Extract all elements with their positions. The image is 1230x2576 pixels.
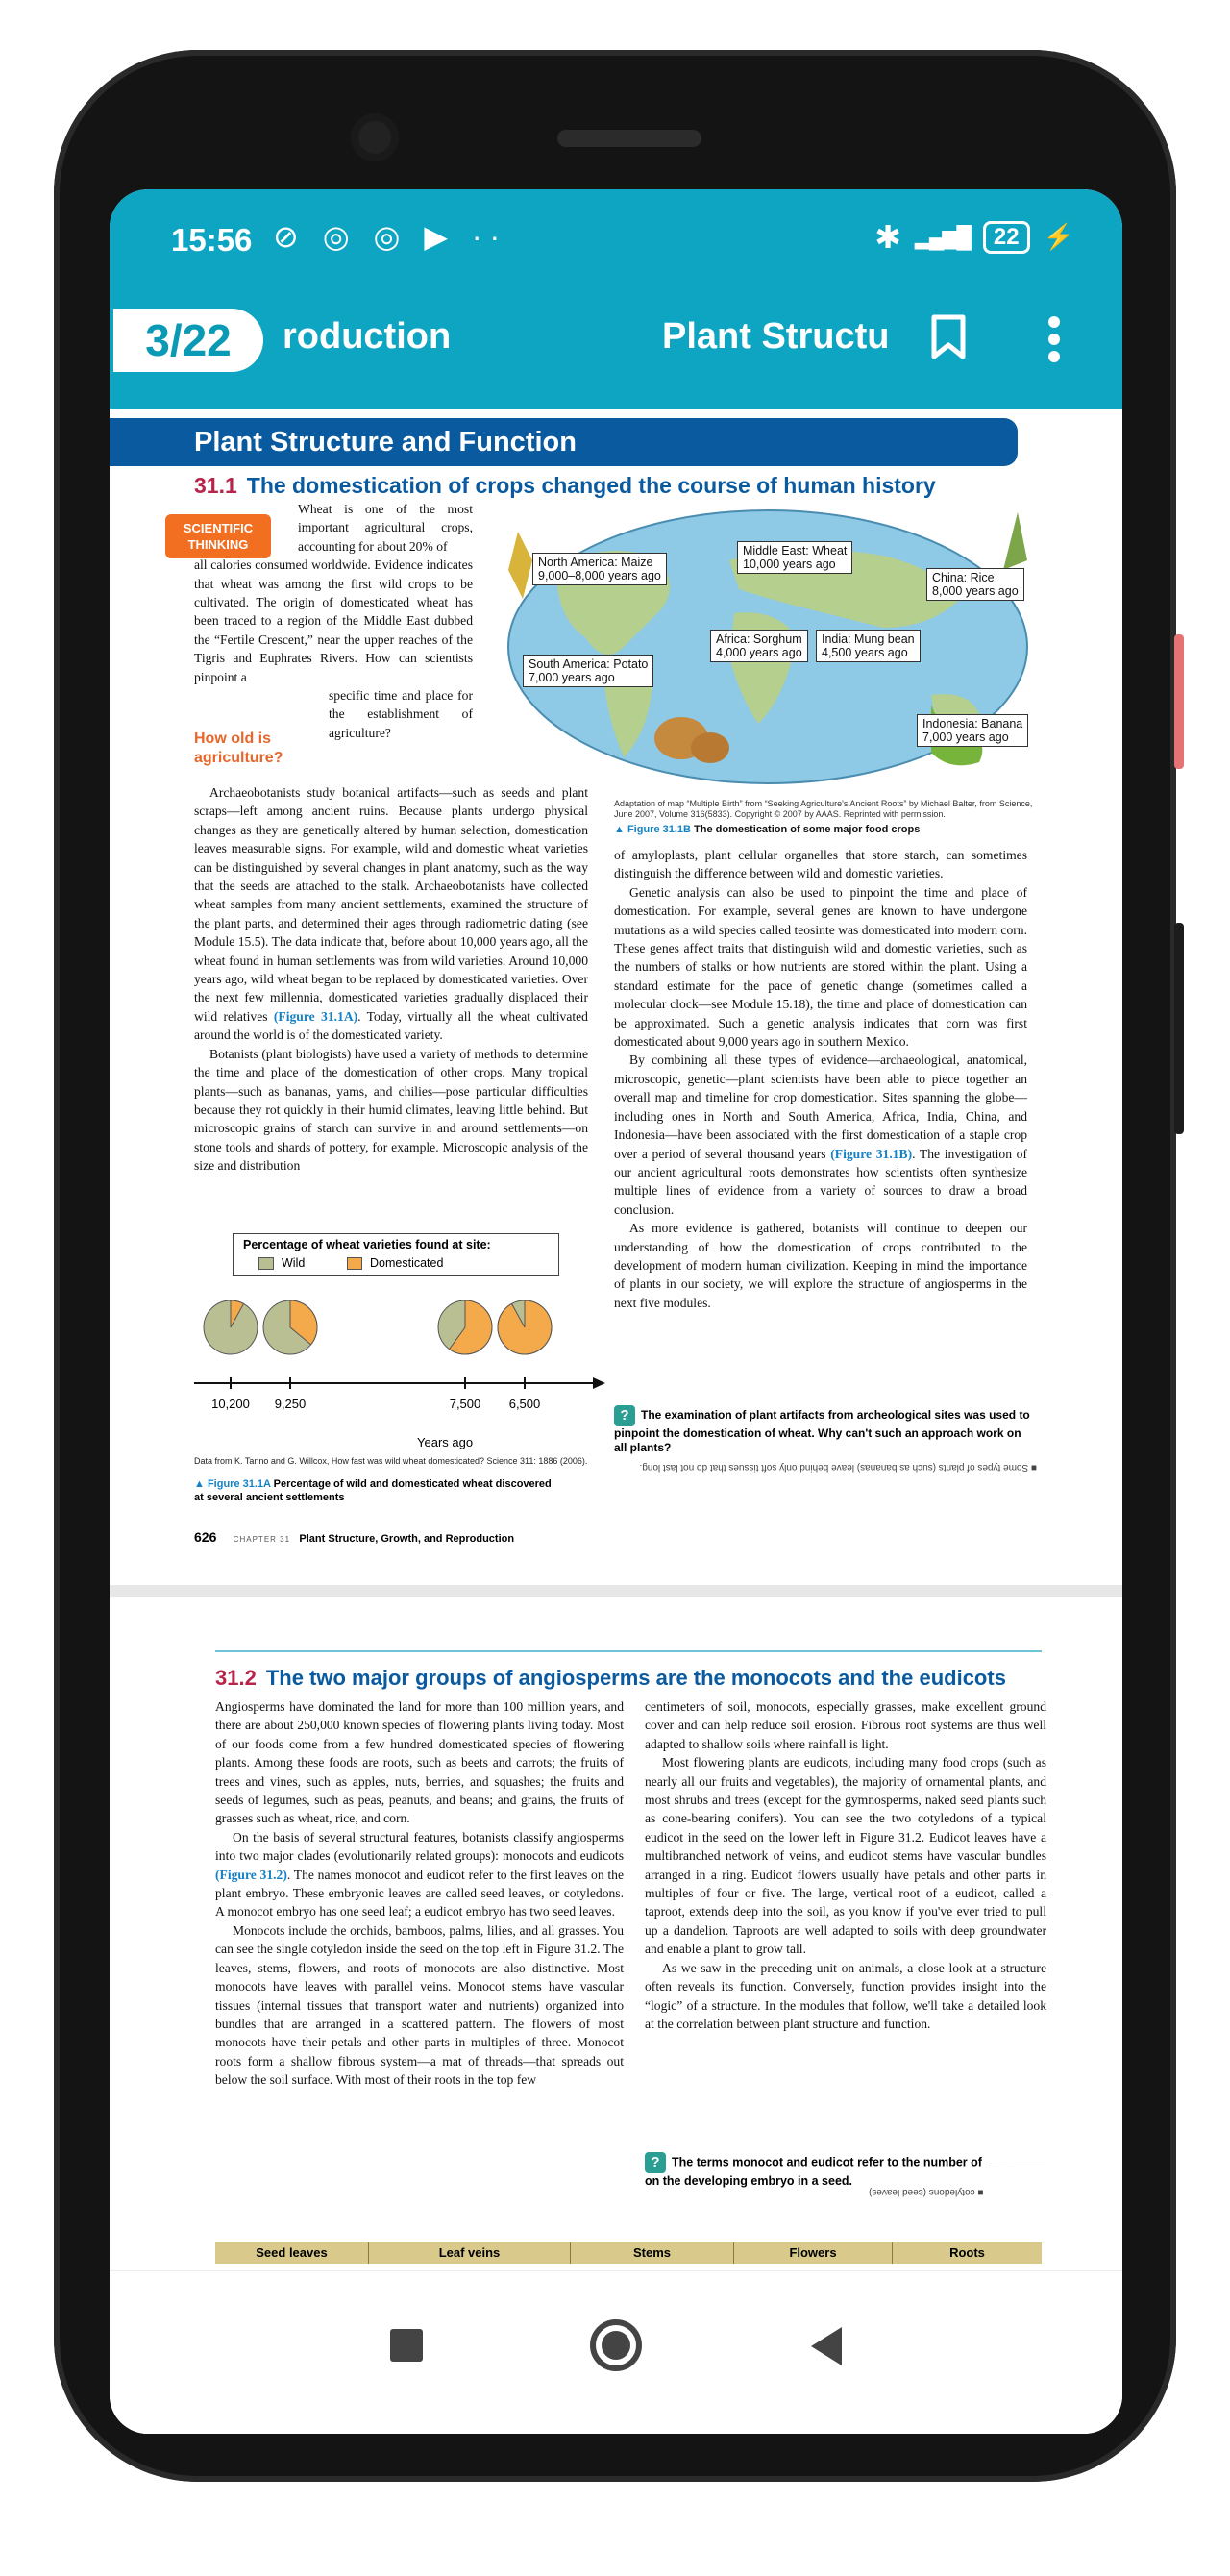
navigation-bar bbox=[110, 2270, 1122, 2434]
paragraph: Angiosperms have dominated the land for more than 100 million years, and there are about 250,000 known species of flowering plants living today. Most of our foods come from a few hundred domesticated species of flowering plants. Among these foods are roots, such as beets and carrots; the fruits of trees and vines, such as apples, nuts, berries, and squashes; the fruits and seeds of legumes, such as peas, peanuts, and beans; and grains, the fruits of grasses such as wheat, rice, and corn. bbox=[215, 1699, 624, 1826]
power-button bbox=[1174, 923, 1184, 1134]
page-divider bbox=[110, 1585, 1122, 1597]
screen bbox=[110, 189, 1122, 2434]
page-footer bbox=[194, 1529, 514, 1545]
notification-icons: ⊘ ◎ ◎ ▶ ·· bbox=[273, 219, 508, 254]
map-label-middle-east: Middle East: Wheat 10,000 years ago bbox=[737, 541, 852, 574]
body-column-2 bbox=[614, 846, 1027, 1312]
table-header-flowers: Flowers bbox=[734, 2242, 893, 2264]
signal-icon: ▂▄▆█ bbox=[914, 224, 970, 249]
legend-swatch-wild bbox=[258, 1257, 274, 1270]
crop-domestication-map bbox=[480, 503, 1032, 791]
upside-down-answer: ■ Some types of plants (such as bananas) leave behind only soft tissues that do not last long. bbox=[639, 1462, 1037, 1473]
paragraph: As more evidence is gathered, botanists will continue to deepen our understanding of how the domestication of crops contributed to the development of modern human civilization. Keeping in mind the importance of plants in our society, we will explore the structure of angiosperms in the next five modules. bbox=[614, 1221, 1027, 1310]
volume-button bbox=[1174, 634, 1184, 769]
intro-paragraph bbox=[194, 500, 473, 742]
paragraph bbox=[194, 783, 588, 1045]
checkpoint-question bbox=[645, 2152, 1046, 2189]
upside-down-answer: ■ cotyledons (seed leaves) bbox=[869, 2187, 984, 2197]
legend-label-domesticated: Domesticated bbox=[370, 1256, 444, 1270]
section-title: The two major groups of angiosperms are the monocots and the eudicots bbox=[265, 1666, 1006, 1690]
book-page-627 bbox=[110, 1597, 1122, 2317]
legend-swatch-domesticated bbox=[347, 1257, 362, 1270]
status-bar bbox=[110, 189, 1122, 285]
checkpoint-question bbox=[614, 1405, 1037, 1455]
section-number: 31.1 bbox=[194, 473, 237, 498]
table-header-leaf-veins: Leaf veins bbox=[369, 2242, 571, 2264]
text: . The names monocot and eudicot refer to the first leaves on the plant embryo. These embryonic leaves are called seed leaves, or cotyledons. A monocot embryo has one seed leaf; a eudicot embryo has two seed leaves. bbox=[215, 1867, 624, 1920]
charging-icon: ⚡ bbox=[1043, 222, 1074, 251]
text: By combining all these types of evidence—archaeological, anatomical, microscopic, genetic—plant scientists have been able to piece together an overall map and timeline for crop domestication. Sites spanning the globe—including ones in North and South America, Africa, India, China, and Indonesia—have been associated with the first domestication of a staple crop over a period of several thousand years bbox=[614, 1053, 1027, 1161]
section-rule bbox=[215, 1650, 1042, 1652]
intro-long: all calories consumed worldwide. Evidence indicates that wheat was among the first wild crops to be cultivated. The origin of domesticated wheat has been traced to a region of the Middle East dubbed the “Fertile Crescent,” near the upper reaches of the Tigris and Euphrates Rivers. How can scientists pinpoint a bbox=[194, 557, 473, 684]
text: Archaeobotanists study botanical artifacts—such as seeds and plant scraps—left among ancient ruins. Because plants undergo physical changes as they are genetically altered by human selection, domestication leaves measurable signs. For example, wild and domestic wheat varieties can be distinguished by several changes in plant anatomy, such as the way that the seeds are attached to the stalk. Archaeobotanists have collected wheat samples from many ancient settlements, examined the structure of the plant parts, and determined their ages through radiometric dating (see Module 15.5). The data indicate that, before about 10,000 years ago, all the wheat found in human settlements was from wild varieties. Around 10,000 years ago, wild wheat began to be replaced by domesticated varieties. Over the next few millennia, domesticated varieties gradually displaced their wild relatives bbox=[194, 785, 588, 1024]
key-question: How old is agriculture? bbox=[194, 731, 283, 766]
question-icon: ? bbox=[614, 1405, 635, 1426]
map-credit: Adaptation of map “Multiple Birth” from “Seeking Agriculture's Ancient Roots” by Michael Balter, from Science, June 2007, Volume 316(5833). Copyright © 2007 by AAAS. Reprinted with permission. bbox=[614, 799, 1033, 819]
bookmark-icon[interactable] bbox=[931, 314, 966, 360]
intro-tail: specific time and place for the establishment of agriculture? bbox=[329, 688, 473, 740]
section-title: The domestication of crops changed the course of human history bbox=[246, 473, 936, 498]
chart-title: Percentage of wheat varieties found at site: bbox=[243, 1238, 491, 1251]
pie-slice-domesticated bbox=[498, 1300, 552, 1354]
question-text: The terms monocot and eudicot refer to the number of _________ on the developing embryo in a seed. bbox=[645, 2155, 1046, 2188]
text: On the basis of several structural features, botanists classify angiosperms into two major clades (evolutionarily related groups): monocots and eudicots bbox=[215, 1829, 624, 1864]
book-page-626 bbox=[110, 409, 1122, 1591]
footer-book-title: Plant Structure, Growth, and Reproduction bbox=[299, 1533, 515, 1545]
map-label-china: China: Rice 8,000 years ago bbox=[926, 568, 1024, 601]
table-header-stems: Stems bbox=[571, 2242, 734, 2264]
question-text: The examination of plant artifacts from archeological sites was used to pinpoint the domestication of wheat. Why can't such an approach work on all plants? bbox=[614, 1408, 1030, 1454]
timeline-tick-label: 9,250 bbox=[274, 1397, 307, 1411]
figure-link[interactable]: (Figure 31.1A) bbox=[273, 1008, 358, 1024]
chapter-banner: Plant Structure and Function bbox=[110, 418, 1018, 466]
chart-legend bbox=[233, 1233, 559, 1276]
table-header-roots: Roots bbox=[949, 2245, 985, 2260]
section-number: 31.2 bbox=[215, 1666, 257, 1690]
paragraph bbox=[215, 1828, 624, 1921]
figure-31-2-table-header bbox=[215, 2242, 1042, 2264]
paragraph: Most flowering plants are eudicots, including many food crops (such as nearly all our fruits and vegetables), the majority of ornamental plants, and most shrubs and trees (except for the gymnosperms, naked seed plants such as cone-bearing conifers). You can see the two cotyledons of a typical eudicot in the seed on the lower left in Figure 31.2. Eudicot leaves have a multibranched network of veins, and eudicot stems have vascular bundles arranged in a ring. Eudicot flowers usually have petals and other parts in multiples of four or five. The large, vertical root of a eudicot, called a taproot, extends deep into the soil, as you know if you've ever tried to pull up a dandelion. Taproots are well adapted to soils with deep groundwater and enable a plant to grow tall. bbox=[645, 1755, 1046, 1957]
recents-button[interactable] bbox=[390, 2329, 423, 2362]
earpiece-speaker bbox=[557, 130, 701, 147]
top-bar bbox=[110, 189, 1122, 409]
section-heading bbox=[194, 473, 936, 499]
page-indicator[interactable]: 3/22 bbox=[113, 309, 263, 372]
paragraph: Monocots include the orchids, bamboos, palms, lilies, and all grasses. You can see the single cotyledon inside the seed on the top left in Figure 31.2. The leaves, stems, flowers, and roots of monocots are also distinctive. Most monocots have leaves with parallel veins. Monocot stems have vascular tissues (internal tissues that transport water and nutrients) organized into bundles that are arranged in a scattered pattern. The flowers of most monocots have their petals and other parts in multiples of three. Monocot roots form a shallow fibrous system—a mat of threads—that spreads out below the soil surface. With most of their roots in the top few bbox=[215, 1922, 624, 2088]
paragraph: As we saw in the preceding unit on animals, a close look at a structure often reveals its function. Conversely, function provides insight into the “logic” of a structure. In the modules that follow, we'll take a detailed look at the correlation between plant structure and function. bbox=[645, 1960, 1046, 2031]
paragraph: of amyloplasts, plant cellular organelles that store starch, can sometimes distinguish the difference between wild and domestic varieties. bbox=[614, 848, 1027, 881]
home-button[interactable] bbox=[590, 2319, 642, 2371]
map-label-north-america: North America: Maize 9,000–8,000 years ago bbox=[532, 553, 667, 585]
map-label-india: India: Mung bean 4,500 years ago bbox=[816, 630, 921, 662]
tab-introduction[interactable]: roduction bbox=[283, 316, 452, 357]
timeline-tick-label: 10,200 bbox=[211, 1397, 250, 1411]
figure-31-1b-caption bbox=[614, 824, 920, 835]
x-axis-label: Years ago bbox=[417, 1435, 474, 1449]
figure-31-1a-caption bbox=[194, 1477, 559, 1504]
body-column-1 bbox=[194, 783, 588, 1176]
text: . The investigation of our ancient agricultural roots demonstrates how scientists often synthesize multiple lines of evidence from a variety of sources to draw a broad conclusion. bbox=[614, 1146, 1027, 1217]
paragraph bbox=[614, 1051, 1027, 1219]
footer-chapter: CHAPTER 31 bbox=[233, 1535, 291, 1544]
paragraph: Genetic analysis can also be used to pinpoint the time and place of domestication. For example, several genes are known to have undergone mutations as a wild species called teosinte was domesticated into modern corn. These genes affect traits that distinguish wild and domestic varieties, such as the numbers of stalks or how nutrients are stored within the plant. Using a standard estimate for the pace of genetic change (sometimes called a molecular clock—see Module 15.18), the time and place of domestication can be approximated. Such a genetic analysis indicates that corn was first domesticated about 9,000 years ago in southern Mexico. bbox=[614, 884, 1027, 1050]
battery-icon: 22 bbox=[983, 221, 1030, 254]
map-label-africa: Africa: Sorghum 4,000 years ago bbox=[710, 630, 808, 662]
status-time: 15:56 bbox=[171, 222, 253, 258]
wheat-pie-chart bbox=[194, 1233, 607, 1483]
data-source: Data from K. Tanno and G. Willcox, How fast was wild wheat domesticated? Science 311: 1886 (2006). bbox=[194, 1456, 588, 1466]
figure-caption: The domestication of some major food crops bbox=[694, 824, 921, 835]
pie-chart-svg bbox=[194, 1289, 607, 1433]
front-camera bbox=[351, 113, 399, 161]
paragraph: centimeters of soil, monocots, especially grasses, make excellent ground cover and can help reduce soil erosion. Fibrous root systems are thus well adapted to shallow soils where rainfall is light. bbox=[645, 1699, 1046, 1751]
figure-link[interactable]: (Figure 31.2) bbox=[215, 1867, 287, 1882]
app-bar bbox=[110, 297, 1122, 409]
more-options-icon[interactable] bbox=[1045, 314, 1064, 364]
legend-label-wild: Wild bbox=[282, 1256, 306, 1270]
table-header-seed-leaves: Seed leaves bbox=[215, 2242, 369, 2264]
figure-label: ▲ Figure 31.1A bbox=[194, 1478, 271, 1490]
tab-plant-structure[interactable]: Plant Structu bbox=[662, 316, 890, 357]
paragraph: Botanists (plant biologists) have used a variety of methods to determine the time and place of the domestication of other crops. Many tropical plants—such as bananas, yams, and chilies—pose particular difficulties because they rot quickly in their humid climates, leaving little behind. But microscopic grains of starch can survive in and around settlements—on stone tools and shards of pottery, for example. Microscopic analysis of the size and distribution bbox=[194, 1046, 588, 1174]
page-number: 626 bbox=[194, 1529, 217, 1545]
back-button[interactable] bbox=[811, 2327, 842, 2365]
figure-caption: Percentage of wild and domesticated wheat discovered at several ancient settlements bbox=[194, 1478, 552, 1503]
body-column-1 bbox=[215, 1697, 624, 2090]
figure-label: ▲ Figure 31.1B bbox=[614, 824, 691, 835]
section-heading bbox=[215, 1666, 1006, 1691]
map-label-south-america: South America: Potato 7,000 years ago bbox=[523, 655, 653, 687]
question-icon: ? bbox=[645, 2152, 666, 2173]
timeline-tick-label: 7,500 bbox=[449, 1397, 481, 1411]
figure-link[interactable]: (Figure 31.1B) bbox=[830, 1146, 913, 1161]
intro-short: Wheat is one of the most important agricultural crops, accounting for about 20% of bbox=[298, 502, 473, 554]
body-column-2 bbox=[645, 1697, 1046, 2033]
timeline-arrowhead bbox=[593, 1377, 605, 1389]
timeline-tick-label: 6,500 bbox=[508, 1397, 541, 1411]
system-icons bbox=[874, 218, 1074, 256]
scientific-thinking-badge: SCIENTIFIC THINKING bbox=[165, 514, 271, 558]
map-label-indonesia: Indonesia: Banana 7,000 years ago bbox=[917, 714, 1028, 747]
text: . Today, virtually all the wheat cultivated around the world is of the domesticated variety. bbox=[194, 1008, 588, 1043]
bluetooth-icon: ✱ bbox=[874, 219, 901, 255]
